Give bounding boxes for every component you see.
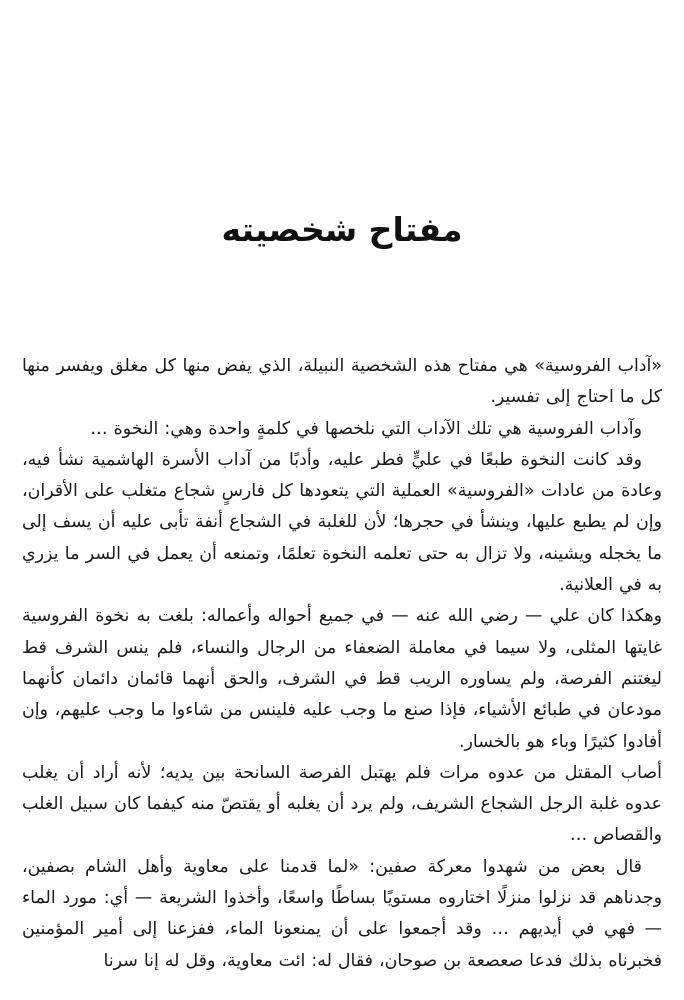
paragraph: قال بعض من شهدوا معركة صفين: «لما قدمنا على معاوية وأهل الشام بصفين، وجدناهم قد نزلوا منزلًا اختاروه مستويًا بساطًا واسعًا، وأخذوا الشريعة — أي: مورد الماء — فهي في أيديهم … وقد أجمعوا على أن يمنعونا الماء، ففزعنا إلى أمير المؤمنين فخبرناه بذلك فدعا صعصعة بن صوحان، فقال له: ائت معاوية، وقل له إنا سرنا [22,856,662,971]
paragraph: وآداب الفروسية هي تلك الآداب التي نلخصها في كلمةٍ واحدة وهي: النخوة … [90,418,642,439]
chapter-title: مفتاح شخصيته [221,210,463,249]
paragraph: وهكذا كان علي — رضي الله عنه — في جميع أحواله وأعماله: بلغت به نخوة الفروسية غايتها المثلى، ولا سيما في معاملة الضعفاء من الرجال والنساء، فلم ينس الشرف قط ليغتنم الفرصة، ولم يساوره الريب قط في الشرف، والحق أنهما قائمان دائمان كأنهما مودعان في طبائع الأشياء، فإذا صنع ما وجب عليه فلينس من شاءوا ما وجب عليهم، وإن أفادوا كثيرًا وباء هو بالخسار. [22,606,662,752]
paragraph: «آداب الفروسية» هي مفتاح هذه الشخصية النبيلة، الذي يفض منها كل مغلق ويفسر منها كل ما احتاج إلى تفسير. [22,356,662,408]
paragraph: وقد كانت النخوة طبعًا في عليٍّ فطر عليه، وأدبًا من آداب الأسرة الهاشمية نشأ فيه، وعادة من عادات «الفروسية» العملية التي يتعودها كل فارسٍ شجاع متغلب على الأقران، وإن لم يطبع عليها، وينشأ في حجرها؛ لأن للغلبة في الشجاع أنفة تأبى عليه أن يسف إلى ما يخجله ويشينه، ولا تزال به حتى تعلمه النخوة تعلمًا، وتمنعه أن يعمل في السر ما يزري به في العلانية. [22,449,662,596]
chapter-body [22,351,662,977]
paragraph: أصاب المقتل من عدوه مرات فلم يهتبل الفرصة السانحة بين يديه؛ لأنه أراد أن يغلب عدوه غلبة الرجل الشجاع الشريف، ولم يرد أن يغلبه أو يقتصّ منه كيفما كان سبيل الغلب والقصاص … [22,762,662,846]
